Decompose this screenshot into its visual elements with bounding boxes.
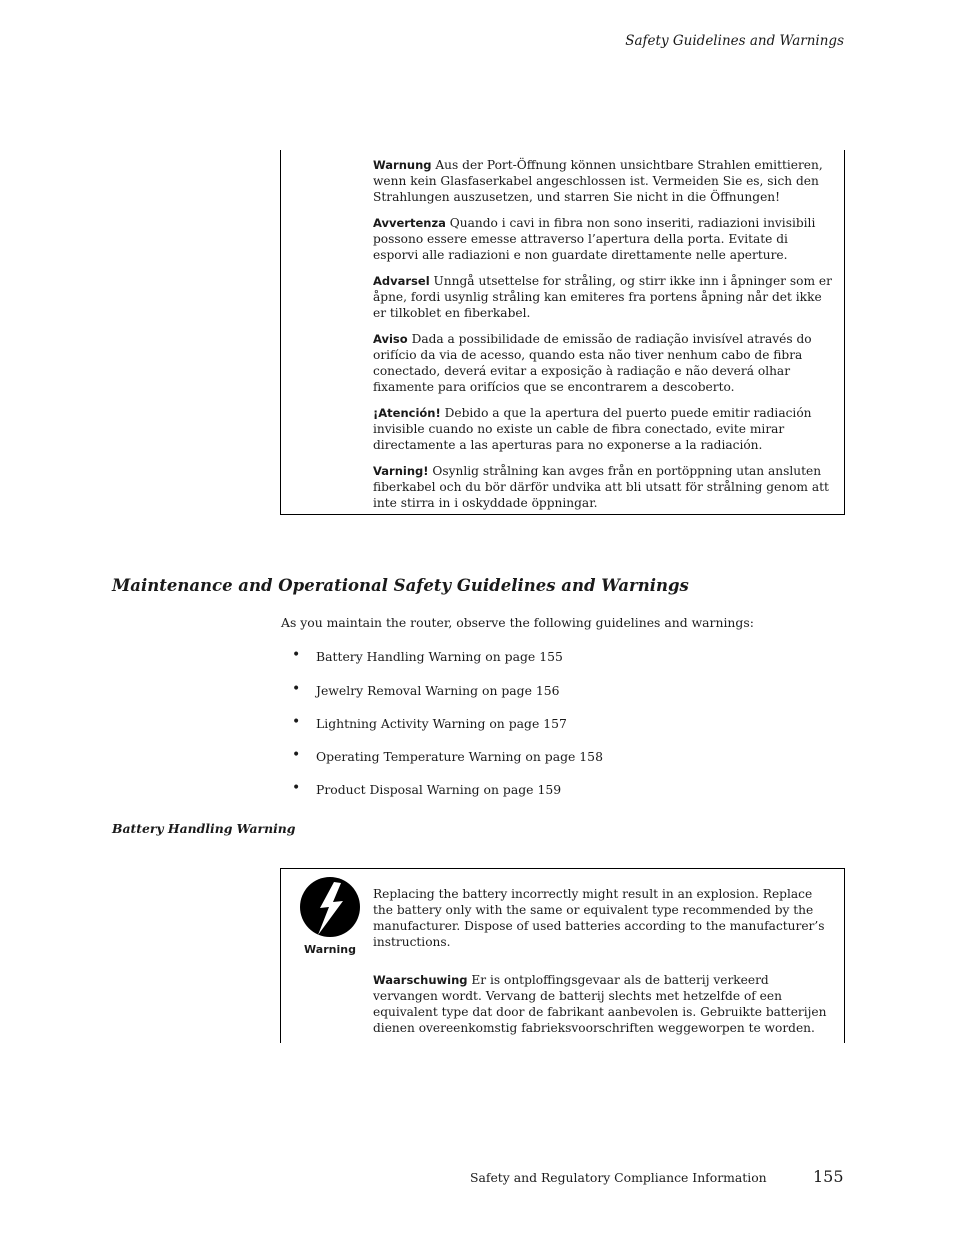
warning-text-it: Quando i cavi in fibra non sono inseriti, radiazioni invisibili possono essere emesse attraverso l’apertura della porta. Evitate di esporvi alle radiazioni e non guardate direttamente nelle aperture. [373, 216, 816, 262]
warning-label-pt: Aviso [373, 332, 408, 346]
list-item-text: Operating Temperature Warning on page 158 [316, 749, 603, 764]
warning-paragraph-de [373, 157, 835, 205]
warning-text-de: Aus der Port-Öffnung können unsichtbare Strahlen emittieren, wenn kein Glasfaserkabel angeschlossen ist. Vermeiden Sie es, sich den Strahlungen auszusetzen, und starren Sie nicht in die Öffnungen! [373, 158, 823, 204]
warning-text-es: Debido a que la apertura del puerto puede emitir radiación invisible cuando no existe un cable de fibra conectado, evite mirar directamente a las aperturas para no exponerse a la radiación. [373, 406, 812, 452]
list-item-text: Product Disposal Warning on page 159 [316, 782, 562, 797]
warning-text-no: Unngå utsettelse for stråling, og stirr ikke inn i åpninger som er åpne, fordi usynlig stråling kan emiteres fra portens åpning når det ikke er tilkoblet en fiberkabel. [373, 274, 832, 320]
warning-text-nl: Er is ontploffingsgevaar als de batterij verkeerd vervangen wordt. Vervang de batterij slechts met hetzelfde of een equivalent type dat door de fabrikant aanbevolen is. Gebruikte batterijen dienen overeenkomstig fabrieksvoorschriften weggeworpen te worden. [373, 973, 827, 1035]
warning-label-es: ¡Atención! [373, 406, 441, 420]
warning-text-pt: Dada a possibilidade de emissão de radiação invisível através do orifício da via de acesso, quando esta não tiver nenhum cabo de fibra conectado, deverá evitar a exposição à radiação e não deverá olhar fixamente para orifícios que se encontrarem a descoberto. [373, 332, 812, 394]
battery-warning-text-en: Replacing the battery incorrectly might result in an explosion. Replace the battery only with the same or equivalent type recommended by the manufacturer. Dispose of used batteries according to the manufacturer’s instructions. [373, 887, 825, 949]
section-intro: As you maintain the router, observe the following guidelines and warnings: [281, 615, 754, 630]
bullet-icon: • [292, 780, 301, 796]
warning-label-sv: Varning! [373, 464, 429, 478]
warning-label-no: Advarsel [373, 274, 430, 288]
running-header: Safety Guidelines and Warnings [625, 33, 844, 49]
warning-icon-label: Warning [304, 943, 356, 956]
warning-paragraph-sv [373, 463, 835, 511]
bullet-icon: • [292, 681, 301, 697]
warning-paragraph-no [373, 273, 835, 321]
warning-paragraph-es [373, 405, 835, 453]
bullet-icon: • [292, 647, 301, 663]
page-number: 155 [813, 1167, 844, 1186]
list-item-text: Jewelry Removal Warning on page 156 [316, 683, 560, 698]
subsection-heading: Battery Handling Warning [112, 821, 296, 836]
list-item-text: Battery Handling Warning on page 155 [316, 649, 563, 664]
battery-warning-paragraph-nl [373, 972, 835, 1036]
warning-paragraph-it [373, 215, 835, 263]
warning-label-nl: Waarschuwing [373, 973, 468, 987]
list-item-text: Lightning Activity Warning on page 157 [316, 716, 567, 731]
warning-label-it: Avvertenza [373, 216, 446, 230]
bullet-icon: • [292, 714, 301, 730]
bullet-icon: • [292, 747, 301, 763]
warning-label-de: Warnung [373, 158, 432, 172]
footer-title: Safety and Regulatory Compliance Information [470, 1170, 767, 1185]
warning-text-sv: Osynlig strålning kan avges från en portöppning utan ansluten fiberkabel och du bör därför undvika att bli utsatt för strålning genom att inte stirra in i oskyddade öppningar. [373, 464, 829, 510]
section-heading: Maintenance and Operational Safety Guidelines and Warnings [112, 576, 689, 595]
warning-paragraph-pt [373, 331, 835, 395]
